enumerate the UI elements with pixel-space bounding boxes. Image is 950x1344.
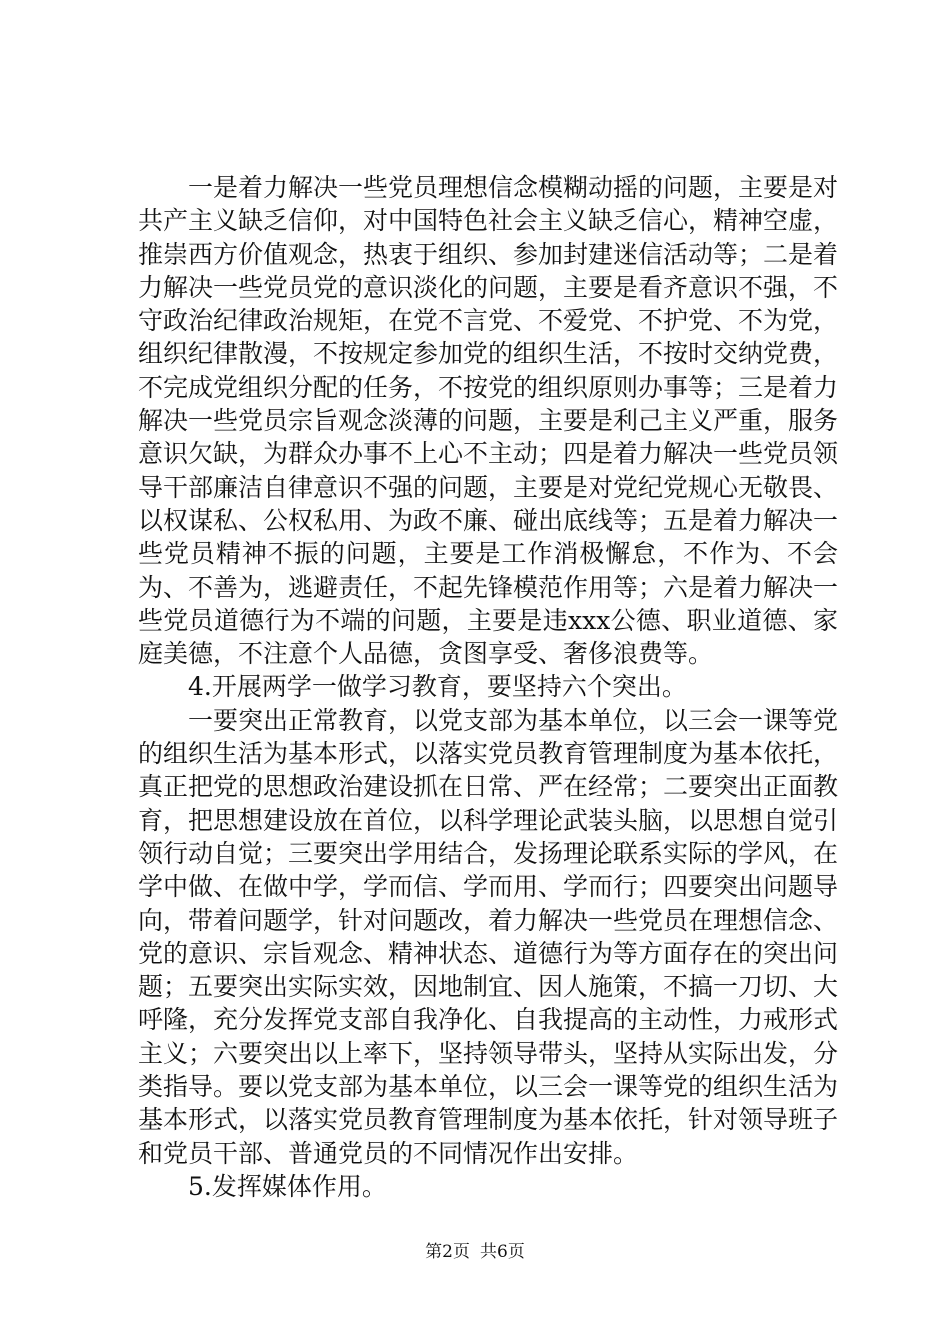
paragraph-six-emphases: 一要突出正常教育，以党支部为基本单位，以三会一课等党的组织生活为基本形式，以落实党员教育管理制度为基本依托，真正把党的思想政治建设抓在日常、严在经常；二要突出正面教育，把思想建设放在首位，以科学理论武装头脑，以思想自觉引领行动自觉；三要突出学用结合，发扬理论联系实际的学风，在学中做、在做中学，学而信、学而用、学而行；四要突出问题导向，带着问题学，针对问题改，着力解决一些党员在理想信念、党的意识、宗旨观念、精神状态、道德行为等方面存在的突出问题；五要突出实际实效，因地制宜、因人施策，不搞一刀切、大呼隆，充分发挥党支部自我净化、自我提高的主动性，力戒形式主义；六要突出以上率下，坚持领导带头，坚持从实际出发，分类指导。要以党支部为基本单位，以三会一课等党的组织生活为基本形式，以落实党员教育管理制度为基本依托，针对领导班子和党员干部、普通党员的不同情况作出安排。 — [138, 705, 839, 1168]
paragraph-heading-4: 4.开展两学一做学习教育，要坚持六个突出。 — [188, 672, 687, 702]
paragraph-problems: 一是着力解决一些党员理想信念模糊动摇的问题，主要是对共产主义缺乏信仰，对中国特色社会主义缺乏信心，精神空虚，推崇西方价值观念，热衷于组织、参加封建迷信活动等；二是着力解决一些党员党的意识淡化的问题，主要是看齐意识不强，不守政治纪律政治规矩，在党不言党、不爱党、不护党、不为党，组织纪律散漫，不按规定参加党的组织生活，不按时交纳党费，不完成党组织分配的任务，不按党的组织原则办事等；三是着力解决一些党员宗旨观念淡薄的问题，主要是利己主义严重，服务意识欠缺，为群众办事不上心不主动；四是着力解决一些党员领导干部廉洁自律意识不强的问题，主要是对党纪党规心无敬畏、以权谋私、公权私用、为政不廉、碰出底线等；五是着力解决一些党员精神不振的问题，主要是工作消极懈怠，不作为、不会为、不善为，逃避责任，不起先锋模范作用等；六是着力解决一些党员道德行为不端的问题，主要是违xxx公德、职业道德、家庭美德，不注意个人品德，贪图享受、奢侈浪费等。 — [138, 173, 839, 669]
page-number: 第2页 — [425, 1242, 470, 1262]
paragraph-heading-5: 5.发挥媒体作用。 — [188, 1171, 387, 1201]
document-body — [138, 171, 838, 1203]
page-footer — [0, 1242, 950, 1262]
page-total: 共6页 — [480, 1242, 525, 1262]
